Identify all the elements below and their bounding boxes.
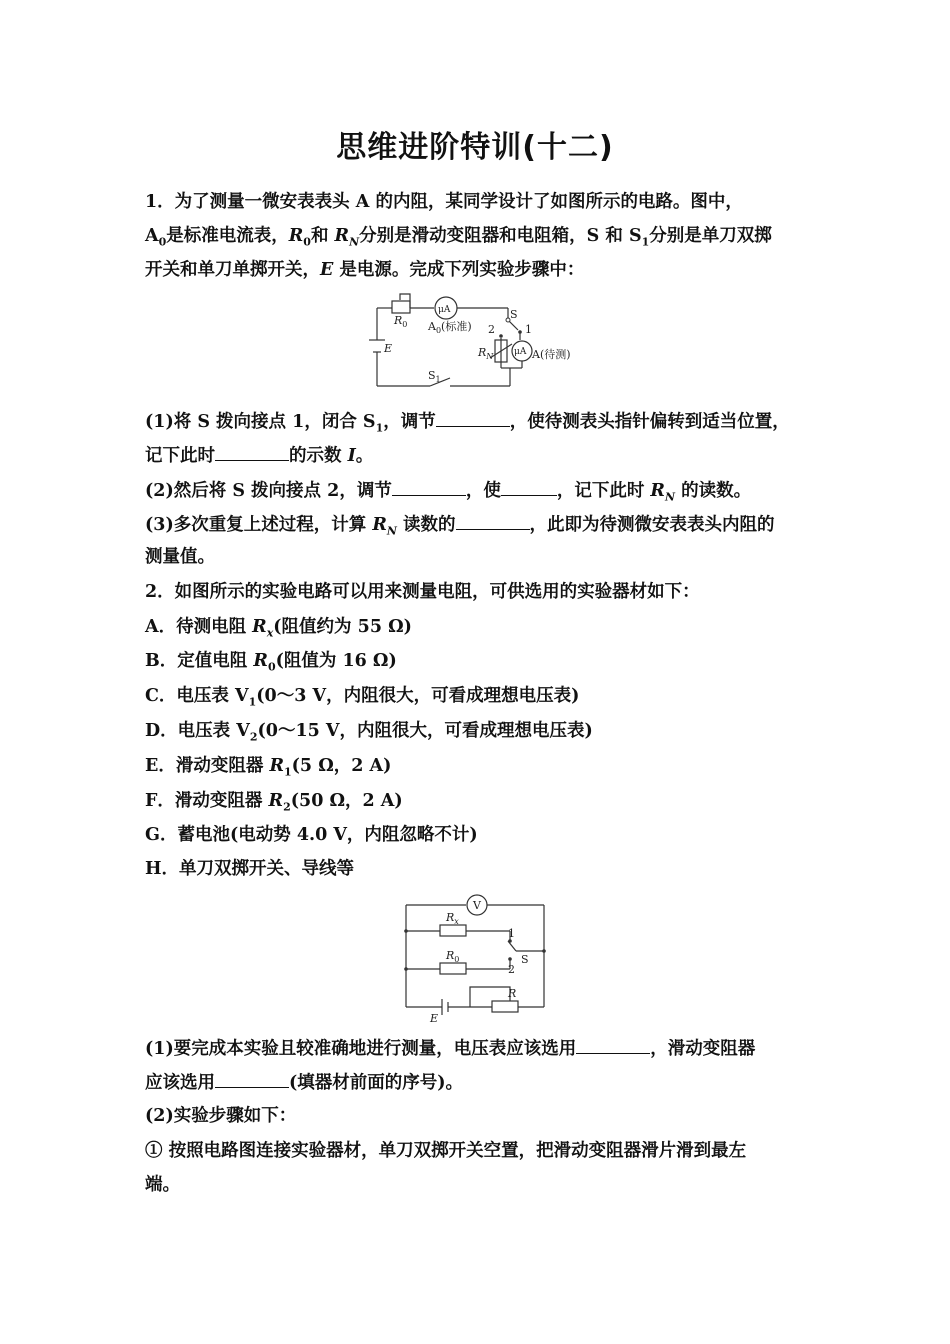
q2-step2-1-line2	[145, 1173, 825, 1197]
q2-intro	[145, 580, 825, 604]
fig1-label-a0: $A_0$(标准)	[428, 320, 472, 335]
q1-sub: N	[349, 235, 360, 249]
q2-item: A．待测电阻 $R_x$(阻值约为 55 Ω)	[145, 617, 412, 640]
fig2-label-s: S	[521, 953, 529, 966]
fig1-label-a0-symbol: μA	[438, 305, 451, 315]
q2-item: G．蓄电池(电动势 4.0 V，内阻忽略不计)	[145, 825, 478, 845]
q2-text: 2．如图所示的实验电路可以用来测量电阻，可供选用的实验器材如下：	[145, 582, 700, 602]
q1-sub: N	[386, 524, 397, 538]
q1-step2	[145, 477, 825, 510]
rheostat-r	[492, 1001, 518, 1012]
q2-step2	[145, 1104, 825, 1128]
fig1-label-r0: $R_0$	[394, 314, 408, 329]
fig2-label-2: 2	[508, 963, 515, 976]
q1-text: 读数的	[396, 515, 456, 535]
fig1-label-1: 1	[525, 323, 532, 336]
q1-text: 分别是滑动变阻器和电阻箱，S 和 S	[359, 226, 642, 246]
answer-blank[interactable]	[392, 477, 466, 496]
q1-sub: 1	[641, 235, 650, 249]
circuit-diagram-1	[360, 290, 600, 400]
q1-text: ，调节	[383, 412, 436, 432]
fig2-label-r0: $R_0$	[446, 949, 460, 964]
fig1-label-2: 2	[488, 323, 495, 336]
q2-text: ① 按照电路图连接实验器材，单刀双掷开关空置，把滑动变阻器滑片滑到最左	[145, 1141, 747, 1161]
fig1-label-e: E	[384, 342, 393, 355]
q2-text: 应该选用	[145, 1073, 215, 1093]
q1-text: 是电源。完成下列实验步骤中：	[333, 260, 585, 280]
q2-item: E．滑动变阻器 $R_1(5$ Ω，2 A)	[145, 756, 392, 779]
q1-text: (1)将 S 拨向接点 1，闭合 S	[145, 412, 376, 432]
q1-text: ，此即为待测微安表表头内阻的	[529, 515, 775, 535]
q2-text: (2)实验步骤如下：	[145, 1106, 297, 1126]
q1-symbol: I	[347, 446, 356, 466]
q1-paragraph-line1	[145, 190, 825, 214]
answer-blank[interactable]	[576, 1035, 650, 1054]
fig1-label-a: A(待测)	[532, 348, 571, 361]
fig1-label-s: S	[510, 308, 518, 321]
fig1-label-ua-symbol: μA	[514, 347, 527, 357]
q1-sub: 0	[158, 235, 167, 249]
q1-step1-line2	[145, 442, 825, 468]
q1-text: ，使	[465, 481, 501, 501]
q1-text: (2)然后将 S 拨向接点 2，调节	[145, 481, 392, 501]
rheostat-r0	[392, 301, 410, 313]
resistor-rx	[440, 925, 466, 936]
q1-text: 是标准电流表，	[166, 226, 289, 246]
answer-blank[interactable]	[436, 408, 510, 427]
answer-blank[interactable]	[456, 511, 530, 530]
q1-sub: N	[664, 490, 676, 504]
q1-text: 记下此时	[145, 446, 215, 466]
q1-text: 分别是单刀双掷	[649, 226, 772, 246]
page-title: 思维进阶特训(十二)	[336, 130, 614, 165]
q1-text: 开关和单刀单掷开关，	[145, 260, 320, 280]
q1-text: 。	[355, 446, 374, 466]
q1-text: A	[145, 226, 159, 246]
circuit-diagram-2	[398, 893, 554, 1025]
q1-step3-line2	[145, 545, 825, 569]
answer-blank[interactable]	[215, 442, 289, 461]
fig2-label-e: E	[430, 1012, 439, 1025]
fig2-label-rx: $R_x$	[446, 911, 459, 926]
q1-symbol: R	[372, 515, 387, 535]
q2-text: 端。	[145, 1175, 180, 1195]
q2-item: B．定值电阻 $R_0$(阻值为 16 Ω)	[145, 651, 397, 674]
q2-item: D．电压表 $V_2(0\sim 15$ V，内阻很大，可看成理想电压表)	[145, 721, 593, 744]
fig2-label-v: V	[473, 899, 481, 912]
q1-text: 和	[310, 226, 335, 246]
q2-text: (1)要完成本实验且较准确地进行测量，电压表应该选用	[145, 1039, 577, 1059]
q1-paragraph-line2	[145, 224, 825, 255]
q1-sub: 0	[303, 235, 311, 249]
q1-symbol: R	[288, 226, 304, 246]
q2-step1-line2	[145, 1069, 825, 1095]
q1-sub: 1	[375, 421, 384, 435]
q2-text: (填器材前面的序号)。	[289, 1073, 464, 1093]
q1-step3-line1	[145, 511, 825, 544]
q2-text: ，滑动变阻器	[650, 1039, 756, 1059]
resistor-r0	[440, 963, 466, 974]
q1-text: 测量值。	[145, 547, 215, 567]
q1-symbol: R	[334, 226, 350, 246]
fig2-label-1: 1	[508, 927, 515, 940]
q1-step1-line1	[145, 408, 825, 441]
q1-text: (3)多次重复上述过程，计算	[145, 515, 373, 535]
q2-step2-1-line1	[145, 1139, 825, 1163]
q1-symbol: R	[650, 481, 665, 501]
answer-blank[interactable]	[215, 1069, 289, 1088]
q1-symbol: E	[320, 260, 334, 280]
q2-item: F．滑动变阻器 $R_2(50$ Ω，2 A)	[145, 791, 403, 814]
q1-text: 的示数	[289, 446, 348, 466]
q2-item: C．电压表 $V_1(0\sim 3$ V，内阻很大，可看成理想电压表)	[145, 686, 580, 709]
q1-text: 的读数。	[675, 481, 752, 501]
q2-item: H．单刀双掷开关、导线等	[145, 859, 355, 879]
q1-text: 1．为了测量一微安表表头 A 的内阻，某同学设计了如图所示的电路。图中，	[145, 192, 743, 212]
q1-text: ，使待测表头指针偏转到适当位置，	[509, 412, 790, 432]
q2-step1-line1	[145, 1035, 825, 1061]
fig1-label-rn: $R_N$	[478, 346, 494, 361]
fig1-label-s1: $S_1$	[428, 369, 441, 384]
q1-text: ，记下此时	[556, 481, 651, 501]
fig2-label-r: R	[508, 987, 517, 1000]
answer-blank[interactable]	[501, 477, 557, 496]
q1-paragraph-line3	[145, 258, 825, 282]
